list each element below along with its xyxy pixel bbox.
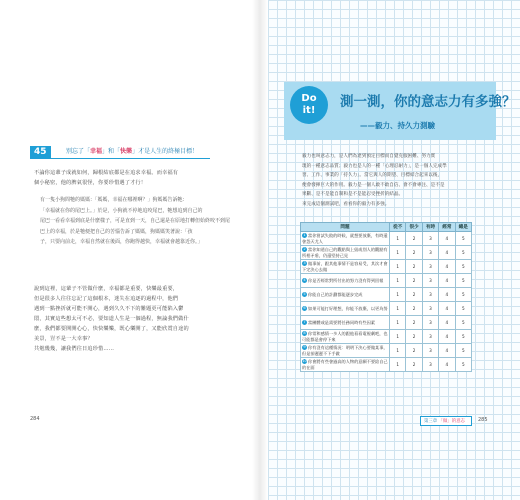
score-cell[interactable]: 2 [406,302,422,316]
footer-section: 第三章 [424,419,438,424]
section-header [0,146,200,158]
question-cell [301,302,390,316]
question-number: 10 [302,359,307,364]
question-cell [301,260,390,274]
section-title: 別忘了「幸福」和「快樂」才是人生的終極目標！ [66,148,199,155]
intro-line: 果斷、是不是能自制和是不是能忍受挫折的結晶。 [302,192,404,198]
question-number: 4 [303,277,306,282]
section-underline [30,158,210,159]
question-cell [301,344,390,358]
score-cell[interactable]: 2 [406,330,422,344]
conclusion-line: 遇到一點挫折就可能不開心，遇到久久不下的難題更可能陷入鬱 [34,306,184,312]
score-cell[interactable]: 3 [422,302,438,316]
question-text: 你常和感情一多人的跟他看看電視劇吧，也可能都是會停下來 [302,331,388,342]
story-block [40,195,230,248]
score-cell[interactable]: 4 [439,274,455,288]
question-cell [301,246,390,260]
question-text: 當團體或是需要將任務同時有些因素 [308,319,376,325]
question-text: 當你知道自己的觀點與上級或別人的觀點有所相矛盾，仍還堅持己見 [302,247,388,258]
table-row [301,302,472,316]
left-intro [34,168,178,188]
conclusion-line: 麼，我們都要開開心心，快快樂樂，既心樂開了，又能欣賞自途的 [34,326,189,332]
question-cell [301,316,390,330]
badge-line: it! [302,105,316,116]
score-cell[interactable]: 5 [455,358,471,372]
score-cell[interactable]: 1 [390,330,406,344]
test-intro [302,152,447,210]
quiz-table [300,222,472,372]
score-cell[interactable]: 1 [390,232,406,246]
right-page-number: 285 [478,417,488,423]
question-cell [301,358,390,372]
score-cell[interactable]: 3 [422,344,438,358]
conclusion-line: 但是很多人往往忘記了這個根本，迷失在追逐的過程中，他們 [34,296,179,302]
question-number: 5 [303,291,306,296]
intro-line: 來完成這個測試吧，看看你的毅力有多強。 [302,201,390,207]
page-subtitle: ——毅力、持久力測驗 [360,121,435,130]
question-text: 當你嘗試失敗的時候，就想要放棄，有時還會怨天尤人 [302,233,388,244]
story-line: 有一隻小狗問牠的媽媽：「媽媽，幸福在哪裡啊？」狗媽媽告訴牠： [40,197,188,203]
score-cell[interactable]: 2 [406,260,422,274]
conclusion-block [34,284,189,354]
table-row [301,246,472,260]
table-row [301,316,472,330]
section-number-badge: 45 [30,146,51,158]
intro-line: 現的一種意志品質；毅力也是人的一種「心理忍耐力」，是一個人完成學 [302,163,447,169]
score-cell[interactable]: 3 [422,274,438,288]
score-cell[interactable]: 3 [422,260,438,274]
intro-line: 個小秘密，他的脾氣很怪，你要珍惜遇了才行！ [34,180,147,186]
question-text: 做事前，跟其他事情不是容易受，其次才會下定決心去做 [302,261,388,272]
question-number: 9 [303,345,306,350]
score-cell[interactable]: 5 [455,232,471,246]
question-number: 2 [303,247,306,252]
column-header: 問題 [301,223,390,232]
score-cell[interactable]: 4 [439,288,455,302]
question-text: 你能自己的計劃都能逐步完成 [308,291,363,297]
score-cell[interactable]: 2 [406,246,422,260]
score-cell[interactable]: 1 [390,246,406,260]
column-header: 有時 [422,223,438,232]
table-row [301,330,472,344]
question-cell [301,288,390,302]
score-cell[interactable]: 3 [422,232,438,246]
question-number: 6 [303,305,306,310]
score-cell[interactable]: 1 [390,358,406,372]
score-cell[interactable]: 4 [439,330,455,344]
closing-line: 共勉幾幾，讓我們往日追珍惜…… [34,346,115,352]
do-it-badge [290,86,328,124]
score-cell[interactable]: 5 [455,260,471,274]
score-cell[interactable]: 3 [422,316,438,330]
score-cell[interactable]: 2 [406,344,422,358]
table-row [301,274,472,288]
score-cell[interactable]: 1 [390,344,406,358]
intro-line: 不論你這輩子成就如何，歸根結底都是在追求幸福。而幸福有 [34,170,179,176]
conclusion-line: 美景，豈不是一大幸事？ [34,336,93,342]
score-cell[interactable]: 5 [455,288,471,302]
score-cell[interactable]: 5 [455,330,471,344]
score-cell[interactable]: 1 [390,274,406,288]
left-page-number: 284 [30,416,40,422]
score-cell[interactable]: 4 [439,260,455,274]
conclusion-line: 說到這裡，這輩子不管做什麼，幸福都是重要，快樂最重要， [34,286,179,292]
score-cell[interactable]: 2 [406,274,422,288]
score-cell[interactable]: 5 [455,316,471,330]
question-text: 如果可能打好理想，你能不放棄，以更為努 [308,305,388,311]
table-row [301,232,472,246]
score-cell[interactable]: 1 [390,260,406,274]
column-header: 總是 [455,223,471,232]
score-cell[interactable]: 1 [390,288,406,302]
question-number: 1 [303,233,306,238]
score-cell[interactable]: 4 [439,246,455,260]
score-cell[interactable]: 2 [406,232,422,246]
score-cell[interactable]: 4 [439,358,455,372]
score-cell[interactable]: 2 [406,316,422,330]
score-cell[interactable]: 4 [439,344,455,358]
story-line: 巴上的幸福，於是牠便把自己的苦惱告訴了媽媽，狗媽媽笑著說：「孩 [40,228,193,235]
score-cell[interactable]: 3 [422,358,438,372]
question-number: 3 [303,261,306,266]
question-number: 8 [303,331,306,336]
book-gutter [252,0,268,500]
table-row [301,260,472,274]
score-cell[interactable]: 3 [422,288,438,302]
story-line: 尾巴一看看幸福到底是什麼樣子，可是直到一天，自己還是在原地打轉但始終咬不到尾 [40,218,231,224]
intro-line: 便會發揮巨大的作用。毅力是一個人敢不敢自信、會不會專注、是不是 [302,182,445,188]
question-text: 你有沒有這種情況：明明下決心要做某事，但是卻遲遲不下手做 [302,345,388,356]
table-body [301,232,472,372]
table-row [301,344,472,358]
question-text: 你會將有些會過高的人物的意願不要給自己的在面 [302,359,388,370]
question-cell [301,232,390,246]
column-header: 很少 [406,223,422,232]
story-line: 「幸福就在你的尾巴上。」於是，小狗就不停地追咬尾巴，牠想追到自己的 [40,207,203,214]
column-header: 從不 [390,223,406,232]
score-cell[interactable]: 5 [455,302,471,316]
intro-line: 習、工作、事業的「持久力」。當它與人的期望、目標結合起來以後， [302,173,443,179]
score-cell[interactable]: 5 [455,274,471,288]
footer-chapter-label [420,416,472,426]
footer-tag: 「做」的意志 [438,419,465,424]
question-cell [301,330,390,344]
score-cell[interactable]: 3 [422,330,438,344]
page-title: 測一測，你的意志力有多強？ [340,94,516,110]
column-header: 經常 [439,223,455,232]
conclusion-line: 悶，其實這些想太可不必，要知道人生是一個過程，無論我們做什 [34,316,189,322]
story-line: 子，只要向前走，幸福自然就在後面，你跑得越快，幸福就會越靠近你。」 [40,239,203,245]
score-cell[interactable]: 4 [439,302,455,316]
score-cell[interactable]: 1 [390,302,406,316]
badge-line: Do [301,93,317,104]
score-cell[interactable]: 1 [390,316,406,330]
score-cell[interactable]: 5 [455,344,471,358]
table-row [301,358,472,372]
question-number: 7 [303,319,306,324]
score-cell[interactable]: 2 [406,358,422,372]
table-row [301,288,472,302]
table-header-row [301,223,472,232]
score-cell[interactable]: 4 [439,316,455,330]
intro-line: 毅力也叫意志力，是人們為達到預定目標而自覺克服困難、努力實 [302,154,436,159]
score-cell[interactable]: 5 [455,246,471,260]
score-cell[interactable]: 4 [439,232,455,246]
score-cell[interactable]: 3 [422,246,438,260]
score-cell[interactable]: 2 [406,288,422,302]
question-text: 你是否經常對所付出的努力沒有得到回報 [308,277,384,283]
question-cell [301,274,390,288]
